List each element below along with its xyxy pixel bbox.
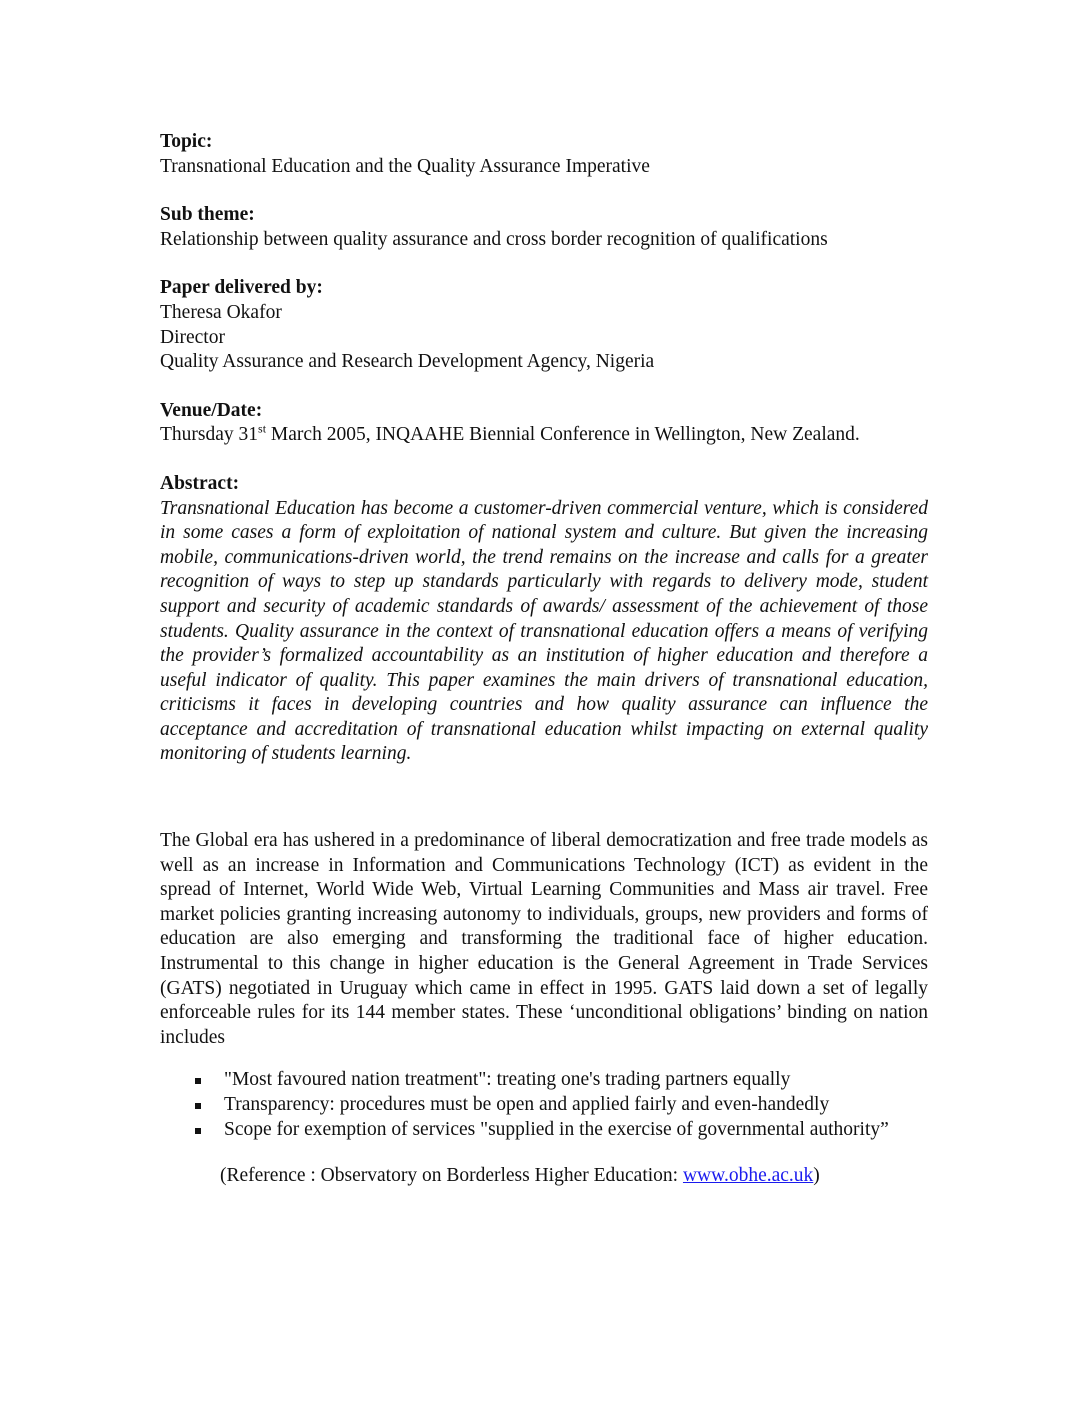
document-page [160,130,928,1189]
topic-text: Transnational Education and the Quality Assurance Imperative [160,155,650,177]
venue-rest: March 2005, INQAAHE Biennial Conference in Wellington, New Zealand. [266,424,860,446]
square-bullet-icon [195,1128,201,1134]
venue-day: Thursday 31 [160,424,259,446]
list-item [160,1118,928,1143]
reference-prefix: (Reference : Observatory on Borderless Higher Education: [220,1165,683,1187]
list-item [160,1068,928,1093]
sub-theme-heading: Sub theme: [160,204,255,226]
topic-section [160,130,928,179]
abstract-text: Transnational Education has become a customer-driven commercial venture, which is considered in some cases a form of exploitation of national system and culture. But given the increasing mobile, communications-driven world, the trend remains on the increase and calls for a greater recognition of ways to step up standards particularly with regards to delivery mode, student support and security of academic standards of awards/ assessment of the achievement of those students. Quality assurance in the context of transnational education offers a means of verifying the provider’s formalized accountability as an institution of higher education and therefore a useful indicator of quality. This paper examines the main drivers of transnational education, criticisms it faces in developing countries and how quality assurance can influence the acceptance and accreditation of transnational education whilst impacting on external quality monitoring of students learning. [160,497,928,765]
topic-heading: Topic: [160,131,213,152]
venue-text [160,423,928,448]
square-bullet-icon [195,1103,201,1109]
list-item-text: Transparency: procedures must be open and applied fairly and even-handedly [224,1094,830,1115]
delivered-by-section [160,276,928,374]
sub-theme-section [160,203,928,252]
square-bullet-icon [195,1078,201,1084]
abstract-heading: Abstract: [160,472,240,494]
venue-section [160,399,928,448]
abstract-section [160,472,928,767]
author-name: Theresa Okafor [160,301,282,323]
author-organization: Quality Assurance and Research Development Agency, Nigeria [160,351,655,373]
reference-suffix: ) [813,1165,820,1187]
venue-day-suffix: st [258,421,267,436]
sub-theme-text: Relationship between quality assurance and cross border recognition of qualifications [160,228,828,250]
delivered-by-heading: Paper delivered by: [160,277,323,299]
obligations-list [160,1068,928,1142]
list-item-text: "Most favoured nation treatment": treating one's trading partners equally [224,1069,791,1091]
reference-link[interactable]: www.obhe.ac.uk [682,1165,814,1187]
author-role: Director [160,326,225,348]
reference-line [220,1164,928,1189]
list-item-text: Scope for exemption of services "supplied in the exercise of governmental authority” [224,1118,889,1140]
list-item [160,1093,928,1118]
venue-heading: Venue/Date: [160,399,263,421]
body-paragraph: The Global era has ushered in a predominance of liberal democratization and free trade models as well as an increase in Information and Communications Technology (ICT) as evident in the spread of Internet, World Wide Web, Virtual Learning Communities and Mass air travel. Free market policies granting increasing autonomy to individuals, groups, new providers and forms of education are also emerging and transforming the traditional face of higher education. Instrumental to this change in higher education is the General Agreement in Trade Services (GATS) negotiated in Uruguay which came in effect in 1995. GATS laid down a set of legally enforceable rules for its 144 member states. These ‘unconditional obligations’ binding on nation includes [160,830,928,1048]
